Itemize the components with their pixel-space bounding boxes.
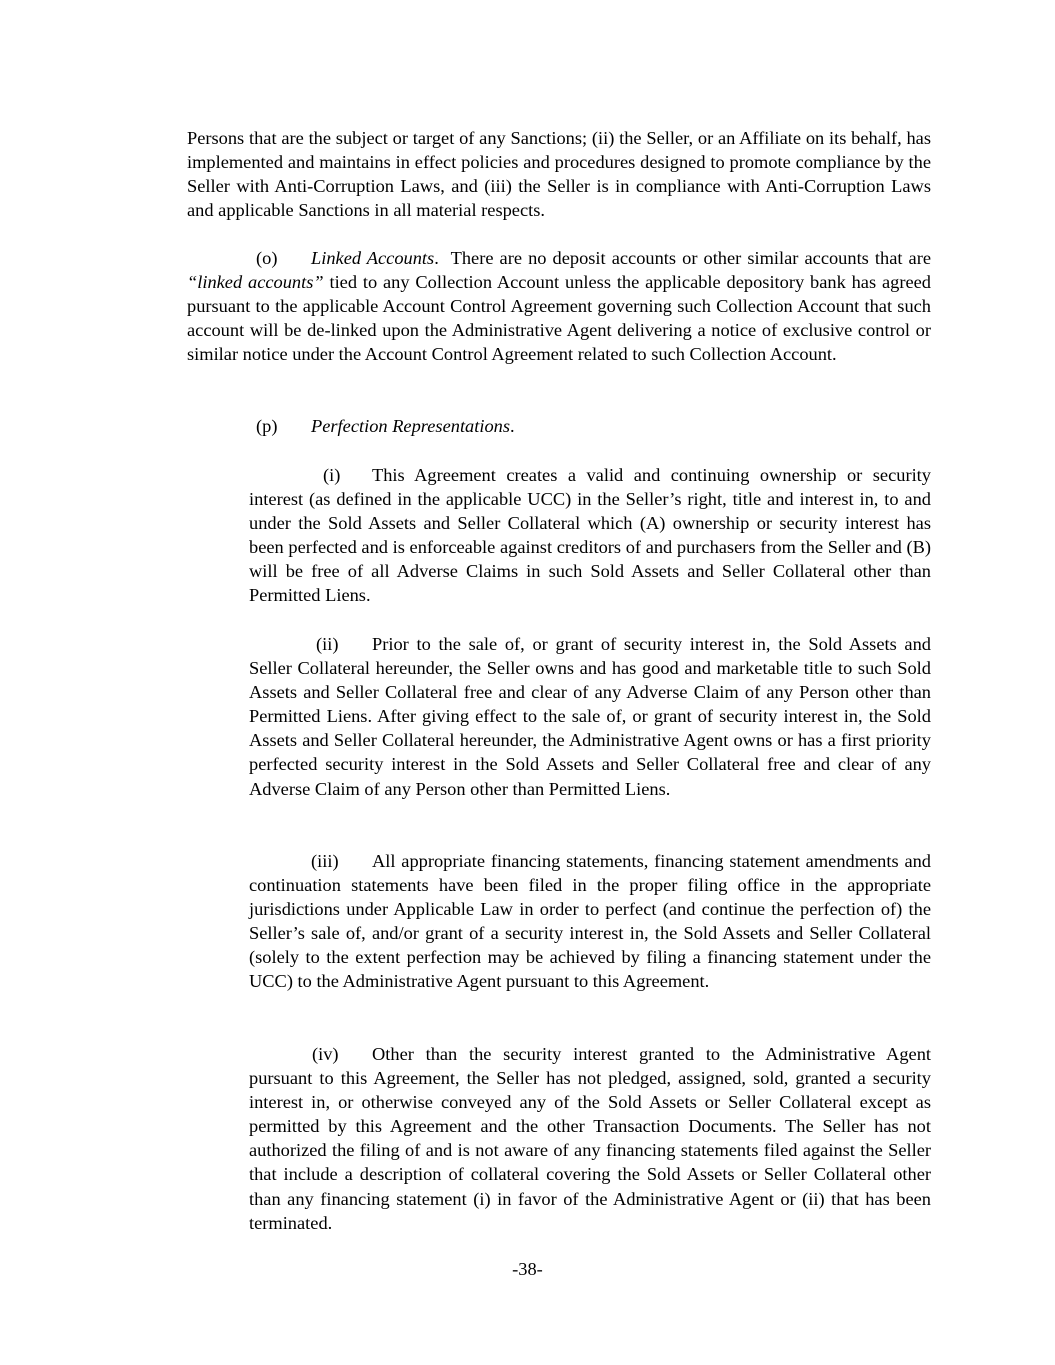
perfection-item-iv	[249, 1042, 931, 1235]
section-p-label: (p)	[256, 416, 278, 436]
perfection-item-ii	[249, 632, 931, 801]
section-o-text-after: tied to any Collection Account unless the applicable depository bank has agreed pursuant to the applicable Account Control Agreement governing such Collection Account that such account will be de-linked upon the Administrative Agent delivering a notice of exclusive control or similar notice under the Account Control Agreement related to such Collection Account.	[187, 272, 931, 365]
perfection-item-ii-text: Prior to the sale of, or grant of security interest in, the Sold Assets and Seller Collateral hereunder, the Seller owns and has good and marketable title to such Sold Assets and Seller Collateral free and clear of any Adverse Claim of any Person other than Permitted Liens. After giving effect to the sale of, or grant of security interest in, the Sold Assets and Seller Collateral hereunder, the Administrative Agent owns or has a first priority perfected security interest in the Sold Assets and Seller Collateral free and clear of any Adverse Claim of any Person other than Permitted Liens.	[249, 634, 931, 799]
perfection-item-i-label: (i)	[323, 465, 341, 485]
perfection-item-i	[249, 463, 931, 608]
perfection-item-iii	[249, 849, 931, 994]
section-o-text-before: There are no deposit accounts or other similar accounts that are	[450, 248, 931, 268]
perfection-item-iv-text: Other than the security interest granted to the Administrative Agent pursuant to this Agreement, the Seller has not pledged, assigned, sold, granted a security interest in, or otherwise conveyed any of the Sold Assets or Seller Collateral except as permitted by this Agreement and the other Transaction Documents. The Seller has not authorized the filing of and is not aware of any financing statements filed against the Seller that include a description of collateral covering the Sold Assets or Seller Collateral other than any financing statement (i) in favor of the Administrative Agent or (ii) that has been terminated.	[249, 1044, 931, 1233]
intro-paragraph-text: Persons that are the subject or target of any Sanctions; (ii) the Seller, or an Affiliate on its behalf, has implemented and maintains in effect policies and procedures designed to promote compliance by the Seller with Anti-Corruption Laws, and (iii) the Seller is in compliance with Anti-Corruption Laws and applicable Sanctions in all material respects.	[187, 128, 931, 221]
perfection-item-i-text: This Agreement creates a valid and continuing ownership or security interest (as defined in the applicable UCC) in the Seller’s right, title and interest in, to and under the Sold Assets and Seller Collateral which (A) ownership or security interest has been perfected and is enforceable against creditors of and purchasers from the Seller and (B) will be free of all Adverse Claims in such Sold Assets and Seller Collateral other than Permitted Liens.	[249, 465, 931, 606]
page-number: -38-	[512, 1259, 543, 1279]
perfection-item-iv-label: (iv)	[312, 1044, 339, 1064]
section-o-label: (o)	[256, 248, 278, 268]
section-o-paragraph: (o) Linked Accounts. There are no deposit accounts or other similar accounts that are “linked accounts” tied to any Collection Account unless the applicable depository bank has agreed pursuant to the applicable Account Control Agreement governing such Collection Account that such account will be de-linked upon the Administrative Agent delivering a notice of exclusive control or similar notice under the Account Control Agreement related to such Collection Account.	[187, 248, 931, 365]
section-o-heading: Linked Accounts	[311, 248, 435, 268]
section-o-term: “linked accounts”	[187, 272, 324, 293]
section-p-heading: Perfection Representations	[311, 416, 511, 436]
section-p-heading-line: (p) Perfection Representations.	[187, 414, 931, 438]
perfection-item-ii-label: (ii)	[316, 634, 339, 654]
perfection-item-iii-text: All appropriate financing statements, financing statement amendments and continuation statements have been filed in the proper filing office in the appropriate jurisdictions under Applicable Law in order to perfect (and continue the perfection of) the Seller’s sale of, and/or grant of a security interest in, the Sold Assets and Seller Collateral (solely to the extent perfection may be achieved by filing a financing statement under the UCC) to the Administrative Agent pursuant to this Agreement.	[249, 851, 931, 992]
perfection-item-iii-label: (iii)	[311, 851, 339, 871]
intro-paragraph	[187, 126, 931, 222]
